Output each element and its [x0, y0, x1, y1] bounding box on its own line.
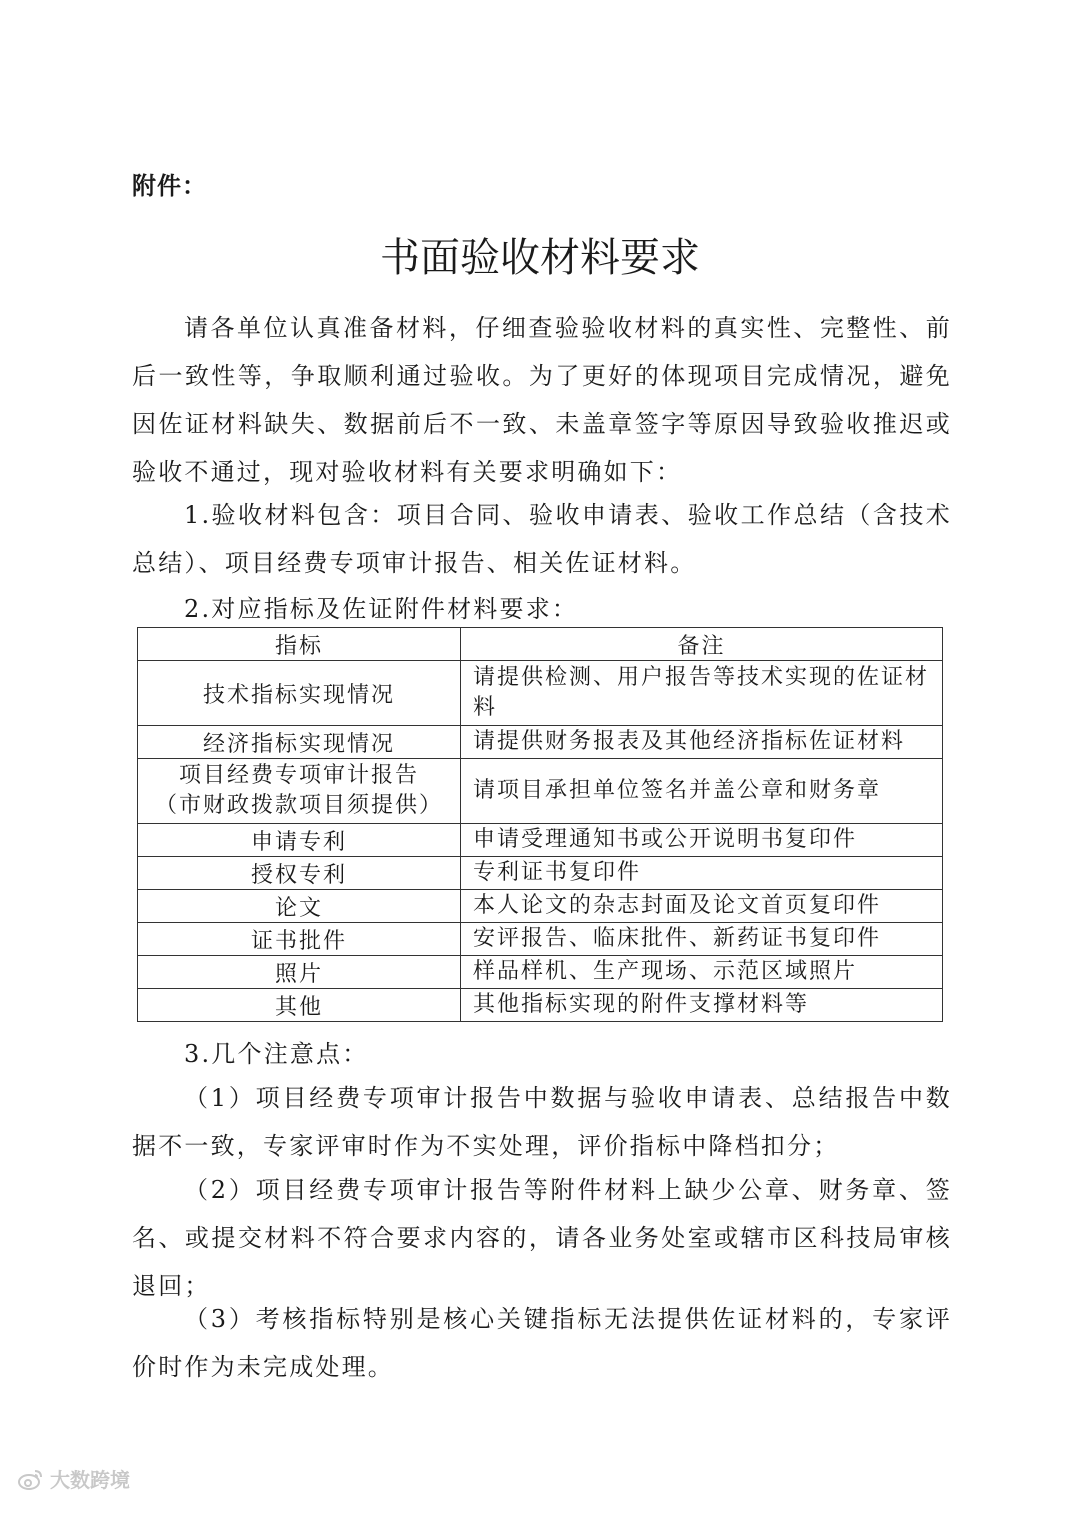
table-row [138, 726, 943, 759]
table-row [138, 890, 943, 923]
item-2-paragraph: 2.对应指标及佐证附件材料要求： [184, 595, 579, 623]
weibo-logo-icon [18, 1468, 44, 1490]
note-1-paragraph: （1）项目经费专项审计报告中数据与验收申请表、总结报告中数据不一致，专家评审时作为不实处理，评价指标中降档扣分； [132, 1084, 952, 1160]
indicator-cell: 论文 [138, 890, 461, 923]
note-cell: 安评报告、临床批件、新药证书复印件 [461, 923, 943, 956]
header-note: 备注 [461, 628, 943, 661]
page-title: 书面验收材料要求 [380, 235, 700, 281]
watermark [18, 1464, 130, 1493]
indicator-cell: 经济指标实现情况 [138, 726, 461, 759]
indicator-cell: 其他 [138, 989, 461, 1022]
table-row [138, 956, 943, 989]
requirements-table [137, 627, 943, 1022]
note-cell: 样品样机、生产现场、示范区域照片 [461, 956, 943, 989]
note-cell: 请项目承担单位签名并盖公章和财务章 [461, 759, 943, 824]
watermark-text: 大数跨境 [50, 1468, 130, 1492]
item-3-paragraph: 3.几个注意点： [184, 1040, 369, 1068]
indicator-sub: （市财政拨款项目须提供） [154, 793, 443, 818]
item-1-paragraph: 1.验收材料包含：项目合同、验收申请表、验收工作总结（含技术总结）、项目经费专项审计报告、相关佐证材料。 [132, 501, 952, 577]
indicator-cell: 授权专利 [138, 857, 461, 890]
note-cell: 请提供财务报表及其他经济指标佐证材料 [461, 726, 943, 759]
table-header-row [138, 628, 943, 661]
note-cell: 本人论文的杂志封面及论文首页复印件 [461, 890, 943, 923]
note-2-paragraph: （2）项目经费专项审计报告等附件材料上缺少公章、财务章、签名、或提交材料不符合要求内容的，请各业务处室或辖市区科技局审核退回； [132, 1176, 952, 1300]
table-row [138, 824, 943, 857]
indicator-cell: 申请专利 [138, 824, 461, 857]
note-cell: 其他指标实现的附件支撑材料等 [461, 989, 943, 1022]
table-row [138, 989, 943, 1022]
note-3-paragraph: （3）考核指标特别是核心关键指标无法提供佐证材料的，专家评价时作为未完成处理。 [132, 1305, 952, 1381]
indicator-cell: 技术指标实现情况 [138, 661, 461, 726]
table-row [138, 857, 943, 890]
table-row [138, 759, 943, 824]
note-cell: 请提供检测、用户报告等技术实现的佐证材料 [461, 661, 943, 726]
header-indicator: 指标 [138, 628, 461, 661]
indicator-main: 项目经费专项审计报告 [178, 763, 419, 788]
attachment-label: 附件： [132, 172, 207, 200]
table-row [138, 923, 943, 956]
indicator-cell: 照片 [138, 956, 461, 989]
indicator-cell [138, 759, 461, 824]
indicator-cell: 证书批件 [138, 923, 461, 956]
table-row [138, 661, 943, 726]
note-cell: 专利证书复印件 [461, 857, 943, 890]
intro-paragraph: 请各单位认真准备材料，仔细查验验收材料的真实性、完整性、前后一致性等，争取顺利通过验收。为了更好的体现项目完成情况，避免因佐证材料缺失、数据前后不一致、未盖章签字等原因导致验收推迟或验收不通过，现对验收材料有关要求明确如下： [132, 314, 952, 486]
note-cell: 申请受理通知书或公开说明书复印件 [461, 824, 943, 857]
